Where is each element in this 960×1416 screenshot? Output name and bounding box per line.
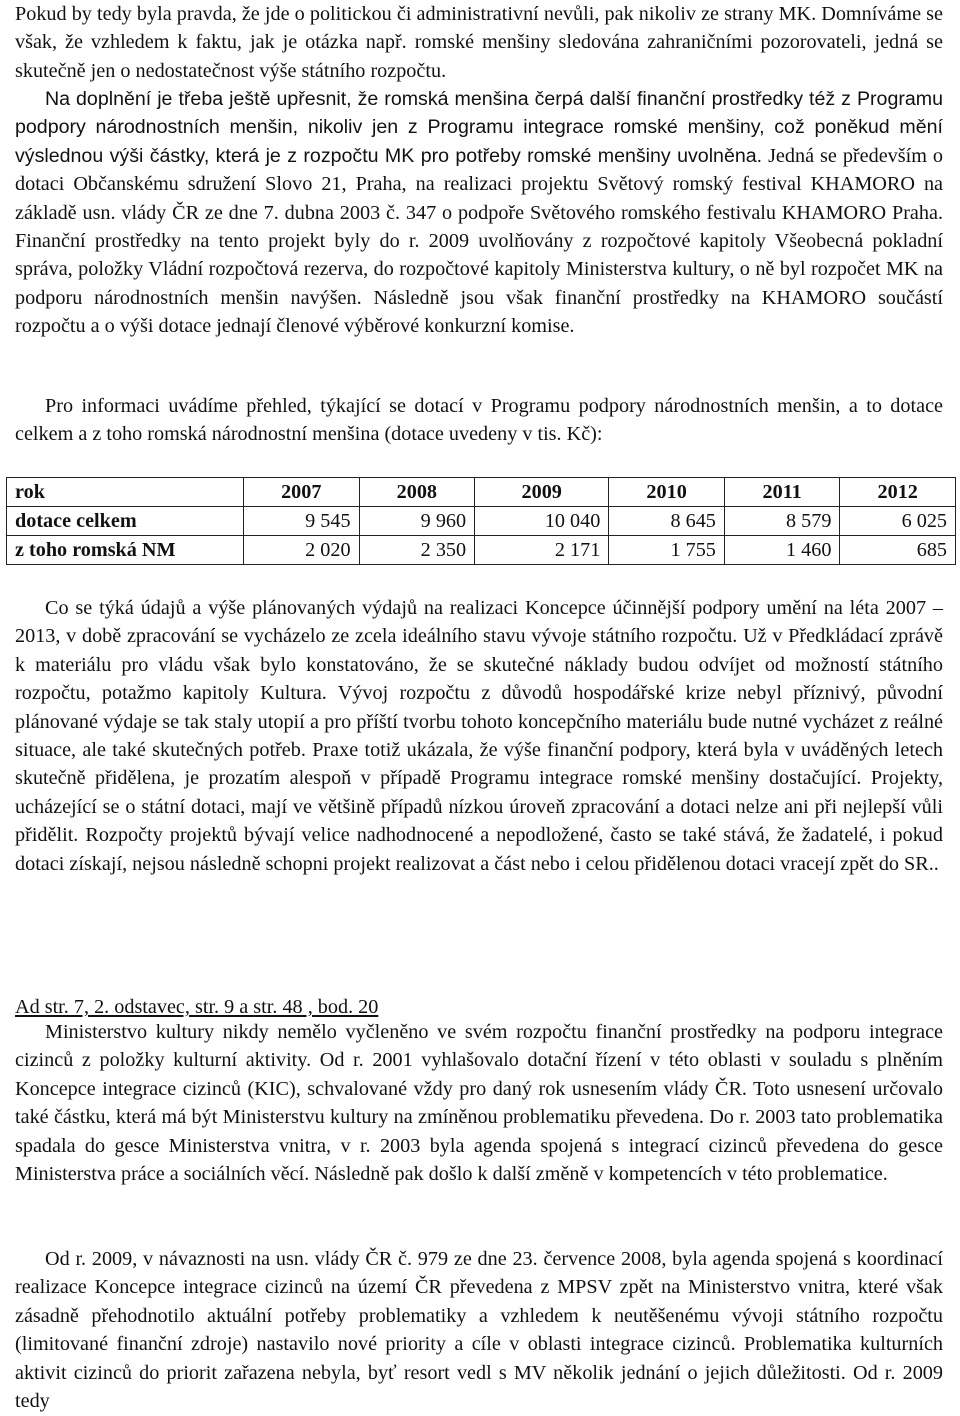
table-header-cell: 2007 (244, 478, 360, 507)
paragraph-political-will: Pokud by tedy byla pravda, že jde o politickou či administrativní nevůli, pak nikoliv ze strany MK. Domníváme se však, že vzhledem k faktu, jak je otázka např. romské menšiny sledována zahraničními pozorovateli, jedná se skutečně jen o nedostatečnost výše státního rozpočtu. (15, 3, 943, 82)
paragraph-khamoro (15, 85, 943, 341)
table-cell: 9 960 (359, 507, 475, 536)
paragraph-table-intro: Pro informaci uvádíme přehled, týkající se dotací v Programu podpory národnostních menšin, a to dotace celkem a z toho romská národnostní menšina (dotace uvedeny v tis. Kč): (15, 395, 943, 446)
paragraph-khamoro-intro: Na doplnění je třeba ještě upřesnit, že romská menšina čerpá další finanční prostředky též z Programu podpory národnostních menšin, nikoliv jen z Programu integrace romské menšiny, což poněkud mění výslednou výši částky, která je z rozpočtu MK pro potřeby romské menšiny uvolněna. (15, 88, 943, 167)
table-cell: 9 545 (244, 507, 360, 536)
section-heading: Ad str. 7, 2. odstavec, str. 9 a str. 48 , bod. 20 (15, 996, 379, 1018)
subsidy-table (6, 477, 956, 565)
paragraph-khamoro-detail: Jedná se především o dotaci Občanskému sdružení Slovo 21, Praha, na realizaci projektu Světový romský festival KHAMORO na základě usn. vlády ČR ze dne 7. dubna 2003 č. 347 o podpoře Světového romského festivalu KHAMORO Praha. Finanční prostředky na tento projekt byly do r. 2009 uvolňovány z rozpočtové kapitoly Všeobecná pokladní správa, položky Vládní rozpočtová rezerva, do rozpočtové kapitoly Ministerstva kultury, o ně byl rozpočet MK na podporu národnostních menšin navýšen. Následně jsou však finanční prostředky na KHAMORO součástí rozpočtu a o výši dotace jednají členové výběrové konkurzní komise. (15, 144, 944, 338)
table-cell: 2 350 (359, 536, 475, 565)
table-header-cell: 2010 (609, 478, 725, 507)
table-row-label: dotace celkem (7, 507, 244, 536)
table-row (7, 536, 956, 565)
table-cell: 10 040 (475, 507, 609, 536)
table-cell: 8 645 (609, 507, 725, 536)
table-cell: 1 755 (609, 536, 725, 565)
paragraph-foreigners-integration: Ministerstvo kultury nikdy nemělo vyčleněno ve svém rozpočtu finanční prostředky na podporu integrace cizinců z položky kulturní aktivity. Od r. 2001 vyhlašovalo dotační řízení v této oblasti v souladu s plněním Koncepce integrace cizinců (KIC), schvalované vždy pro daný rok usnesením vlády ČR. Toto usnesení určovalo také částku, která má být Ministerstvu kultury na zmíněnou problematiku převedena. Do r. 2003 tato problematika spadala do gesce Ministerstva vnitra, v r. 2003 byla agenda spojená s integrací cizinců převedena do gesce Ministerstva práce a sociálních věcí. Následně pak došlo k další změně v kompetencích v této problematice. (15, 1021, 943, 1186)
table-cell: 2 171 (475, 536, 609, 565)
table-cell: 8 579 (724, 507, 840, 536)
table-header-cell: 2008 (359, 478, 475, 507)
paragraph-concept-budget: Co se týká údajů a výše plánovaných výdajů na realizaci Koncepce účinnější podpory umění na léta 2007 – 2013, v době zpracování se vycházelo ze zcela ideálního stavu vývoje státního rozpočtu. Už v Předkládací zprávě k materiálu pro vládu však bylo konstatováno, že se skutečné náklady budou odvíjet od možností státního rozpočtu, potažmo kapitoly Kultura. Vývoj rozpočtu z důvodů hospodářské krize nebyl příznivý, původní plánované výdaje se tak staly utopií a pro příští tvorbu tohoto koncepčního materiálu bude nutné vycházet z reálné situace, ale také skutečných potřeb. Praxe totiž ukázala, že výše finanční podpory, která byla v uváděných letech skutečně přidělena, je prozatím alespoň v případě Programu integrace romské menšiny dostačující. Projekty, ucházející se o státní dotaci, mají ve většině případů nízkou úroveň zpracování a dotaci nelze ani při nejlepší vůli přidělit. Rozpočty projektů bývají velice nadhodnocené a nepodložené, často se také stává, že žadatelé, i pokud dotaci získají, nejsou následně schopni projekt realizovat a část nebo i celou přidělenou dotaci vracejí zpět do SR.. (15, 597, 943, 875)
table-header-cell: 2012 (840, 478, 956, 507)
table-cell: 1 460 (724, 536, 840, 565)
table-cell: 2 020 (244, 536, 360, 565)
table-row (7, 507, 956, 536)
table-header-cell: rok (7, 478, 244, 507)
table-cell: 685 (840, 536, 956, 565)
table-header-cell: 2011 (724, 478, 840, 507)
table-row-label: z toho romská NM (7, 536, 244, 565)
table-header-row (7, 478, 956, 507)
paragraph-agenda-transfer: Od r. 2009, v návaznosti na usn. vlády ČR č. 979 ze dne 23. července 2008, byla agenda spojená s koordinací realizace Koncepce integrace cizinců na území ČR převedena z MPSV zpět na Ministerstvo vnitra, které však zásadně přehodnotilo aktuální potřeby problematiky a vzhledem k neutěšenému vývoji státního rozpočtu (limitované finanční zdroje) nastavilo nové priority a cíle v oblasti integrace cizinců. Problematika kulturních aktivit cizinců do priorit zařazena nebyla, byť resort vedl s MV několik jednání o jejich důležitosti. Od r. 2009 tedy (15, 1248, 943, 1413)
table-cell: 6 025 (840, 507, 956, 536)
table-header-cell: 2009 (475, 478, 609, 507)
